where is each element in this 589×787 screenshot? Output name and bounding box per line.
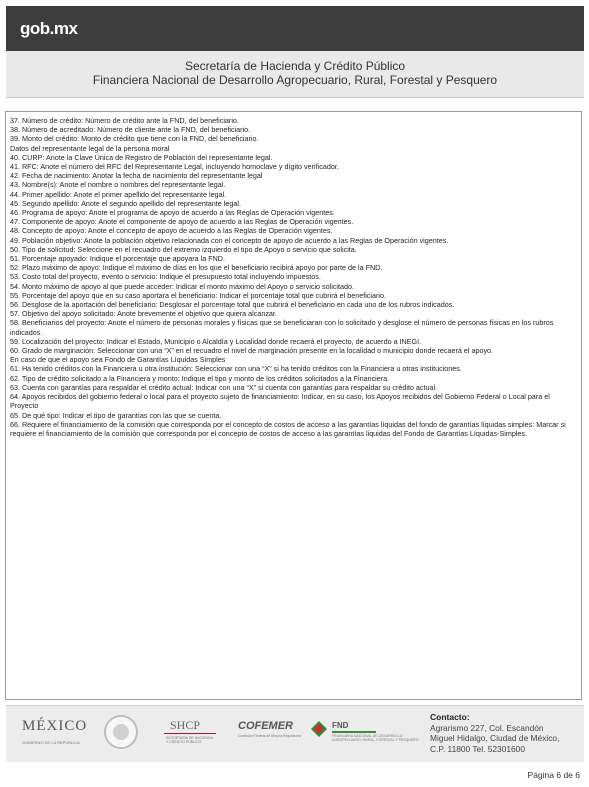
instruction-line: 47. Componente de apoyo: Anote el componente de apoyo de acuerdo a las Reglas de Operación vigentes. xyxy=(10,217,354,227)
instruction-line: 40. CURP: Anote la Clave Única de Registro de Población del representante legal. xyxy=(10,152,273,162)
instruction-line: 38. Número de acreditado: Número de cliente ante la FND, del beneficiario. xyxy=(10,125,251,135)
instruction-line: 61. Ha tenido créditos con la Financiera u otra institución: Seleccionar con una “X” si ha tenido créditos con la Financiera u otras instituciones. xyxy=(10,364,462,374)
shcp-logo xyxy=(164,718,224,752)
fnd-logo-text: FND xyxy=(332,721,349,730)
instruction-line: 66. Requiere el financiamiento de la comisión que corresponda por el concepto de costos de acceso a las garantías líquidas del fondo de garantías líquidas simples: Marcar si requiere el financiamiento de la comisión que corresponda por el concepto de costos de acceso a las garantías liquidas del Fondo de Garantías Líquidas-Simples. xyxy=(10,419,566,438)
fnd-logo-subtitle: FINANCIERA NACIONAL DE DESARROLLO AGROPECUARIO, RURAL, FORESTAL Y PESQUERO xyxy=(332,734,419,742)
instruction-line: 54. Monto máximo de apoyo al que puede acceder: Indicar el monto máximo del Apoyo o servicio solicitado. xyxy=(10,281,354,291)
instruction-line: 57. Objetivo del apoyo solicitado: Anote brevemente el objetivo que quiera alcanzar. xyxy=(10,309,277,319)
instruction-line: 42. Fecha de nacimiento: Anotar la fecha de nacimiento del representante legal xyxy=(10,171,263,181)
gobmx-logo[interactable]: gob.mx xyxy=(20,19,78,38)
instruction-list xyxy=(10,116,577,438)
top-bar xyxy=(6,6,584,51)
instruction-line: 39. Monto del crédito: Monto de crédito que tiene con la FND, del beneficiario. xyxy=(10,134,259,144)
instruction-line: 48. Concepto de apoyo: Anote el concepto de apoyo de acuerdo a las Reglas de Operación vigentes. xyxy=(10,226,333,236)
header-title-line1: Secretaría de Hacienda y Crédito Público xyxy=(184,59,406,73)
instruction-line: 53. Costo total del proyecto, evento o servicio: Indique el presupuesto total incluyendo impuestos. xyxy=(10,272,321,282)
fnd-logo xyxy=(310,718,419,752)
mexico-logo-text: MÉXICO xyxy=(22,718,88,734)
footer xyxy=(6,705,584,762)
header-title-box xyxy=(6,51,584,98)
contact-address-line3: C.P. 11800 Tel. 52301600 xyxy=(430,743,525,754)
content-box xyxy=(5,111,582,700)
shcp-logo-text: SHCP xyxy=(170,718,201,732)
instruction-line: 64. Apoyos recibidos del gobierno federal o local para el proyecto sujeto de financiamiento: Indicar, en su caso, los Apoyos recibidos del Gobierno Federal o Local para el Proyecto xyxy=(10,392,550,411)
instruction-line: 52. Plazo máximo de apoyo: Indique el máximo de días en los que el beneficiario recibirá apoyo por parte de la FND. xyxy=(10,263,383,273)
instruction-line: Datos del representante legal de la persona moral xyxy=(10,143,170,153)
national-seal-icon xyxy=(104,715,138,749)
fnd-mark-icon xyxy=(310,720,328,738)
instruction-line: 65. De qué tipo: Indicar el tipo de garantías con las que se cuenta. xyxy=(10,410,222,420)
instruction-line: 45. Segundo apellido: Anote el segundo apellido del representante legal. xyxy=(10,198,241,208)
instruction-line: 62. Tipo de crédito solicitado a la Financiera y monto: Indique el tipo y monto de los créditos solicitados a la Financiera. xyxy=(10,373,390,383)
instruction-line: 41. RFC: Anote el número del RFC del Representante Legal, incluyendo homoclave y dígito verificador. xyxy=(10,162,339,172)
contact-info xyxy=(430,712,580,754)
instruction-line: 55. Porcentaje del apoyo que en su caso aportara el beneficiario: Indicar el porcentaje total que cubrirá el beneficiario. xyxy=(10,290,386,300)
instruction-line: 58. Beneficiarios del proyecto: Anote el número de personas morales y físicas que se beneficiaran con lo solicitado y desglose el número de personas físicas en los rubros indicados. xyxy=(10,318,554,337)
cofemer-logo-text: COFEMER xyxy=(238,720,293,732)
cofemer-logo-subtitle: Comisión Federal de Mejora Regulatoria xyxy=(238,734,301,738)
instruction-line: 49. Población objetivo: Anote la población objetivo relacionada con el concepto de apoyo de acuerdo a las Reglas de Operación vigentes. xyxy=(10,235,449,245)
cofemer-logo xyxy=(238,720,301,750)
mexico-logo-subtitle: GOBIERNO DE LA REPÚBLICA xyxy=(22,740,80,745)
instruction-line: 44. Primer apellido: Anote el primer apellido del representante legal. xyxy=(10,189,227,199)
instruction-line: 50. Tipo de solicitud: Seleccione en el recuadro del extremo izquierdo el tipo de Apoyo o servicio que solicita. xyxy=(10,244,357,254)
page-number: Página 6 de 6 xyxy=(527,770,580,780)
mexico-logo xyxy=(22,718,102,752)
instruction-line: 51. Porcentaje apoyado: Indique el porcentaje que apoyara la FND. xyxy=(10,254,225,264)
instruction-line: 59. Localización del proyecto: Indicar el Estado, Municipio o Alcaldía y Localidad donde recaerá el proyecto, de acuerdo a INEGI. xyxy=(10,336,422,346)
instruction-line: 43. Nombre(s): Anote el nombre o nombres del representante legal. xyxy=(10,180,226,190)
instruction-line: 37. Número de crédito: Número de crédito ante la FND, del beneficiario. xyxy=(10,116,239,125)
instruction-line: 56. Desglose de la aportación del beneficiario: Desglosar el porcentaje total que cubrirá el beneficiario en cada uno de los rubros indicados. xyxy=(10,300,455,310)
instruction-line: 46. Programa de apoyo: Anote el programa de apoyo de acuerdo a las Reglas de Operación vigentes. xyxy=(10,208,335,218)
header-title-line2: Financiera Nacional de Desarrollo Agropecuario, Rural, Forestal y Pesquero xyxy=(92,73,498,87)
shcp-logo-subtitle: SECRETARÍA DE HACIENDA Y CRÉDITO PÚBLICO xyxy=(166,736,213,744)
instruction-line: En caso de que el apoyo sea Fondo de Garantías Líquidas Simples xyxy=(10,355,226,365)
instruction-line: 63. Cuenta con garantías para respaldar el crédito actual: Indicar con una “X” si cuenta con garantías para respaldar su crédito actual. xyxy=(10,382,438,392)
instruction-line: 60. Grado de marginación: Seleccionar con una “X” en el recuadro el nivel de marginación presente en la localidad o municipio donde recaerá el apoyo. xyxy=(10,346,494,356)
contact-heading: Contacto: xyxy=(430,712,470,722)
contact-address-line2: Miguel Hidalgo, Ciudad de México, xyxy=(430,733,560,743)
contact-address-line1: Agrarismo 227, Col. Escandón xyxy=(430,722,544,733)
